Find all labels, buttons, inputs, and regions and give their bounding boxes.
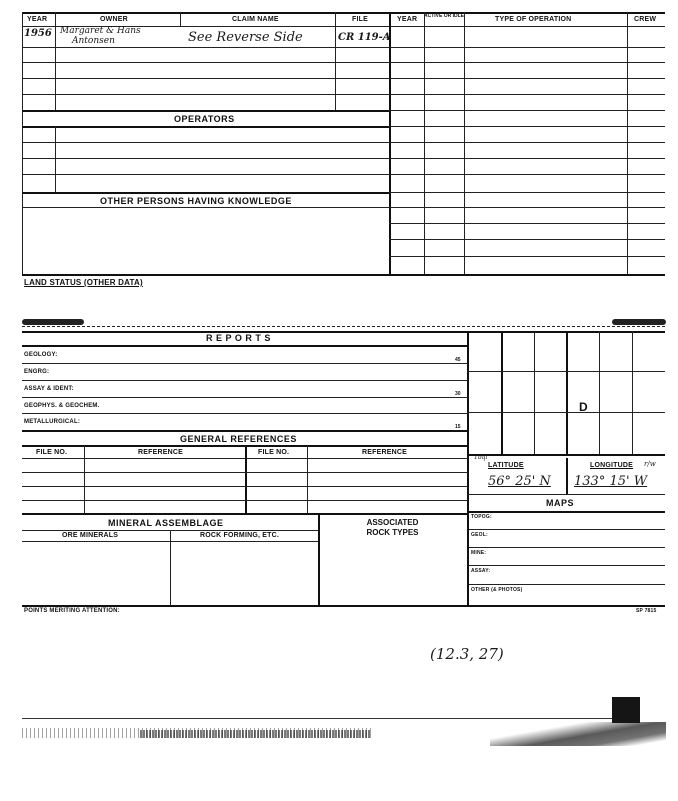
entry-year: 1956 <box>24 28 52 39</box>
entry-owner-line1: Margaret & Hans <box>60 26 141 36</box>
rock-forming-header: ROCK FORMING, ETC. <box>200 532 280 539</box>
associated-line1: ASSOCIATED <box>366 518 419 527</box>
latitude-value: 56° 25' N <box>488 474 551 489</box>
ore-minerals-header: ORE MINERALS <box>62 532 119 539</box>
maps-assay: ASSAY: <box>471 568 491 574</box>
reports-row-metallurgical: METALLURGICAL: <box>24 419 81 425</box>
reports-num-15: 15 <box>455 424 461 430</box>
reports-title: R E P O R T S <box>206 333 271 343</box>
maps-title: MAPS <box>546 498 575 508</box>
reports-row-engrg: ENGRG: <box>24 369 50 375</box>
ref-header-file-no-2: FILE NO. <box>258 449 290 456</box>
points-meriting-label: POINTS MERITING ATTENTION: <box>24 608 120 614</box>
ref-header-reference-2: REFERENCE <box>362 449 407 456</box>
entry-claim-name: See Reverse Side <box>188 30 303 45</box>
reports-num-30: 30 <box>455 391 461 397</box>
mineral-assemblage-title: MINERAL ASSEMBLAGE <box>108 518 224 528</box>
handwritten-note: (12.3, 27) <box>430 645 504 663</box>
other-persons-title: OTHER PERSONS HAVING KNOWLEDGE <box>100 196 292 206</box>
reports-row-geology: GEOLOGY: <box>24 352 58 358</box>
maps-other: OTHER (& PHOTOS) <box>471 587 523 593</box>
maps-mine: MINE: <box>471 550 487 556</box>
longitude-value: 133° 15' W <box>574 474 648 489</box>
form-code: SP 7815 <box>636 608 657 614</box>
longitude-label: LONGITUDE <box>590 462 634 469</box>
land-status-label: LAND STATUS (OTHER DATA) <box>24 278 143 287</box>
ref-header-file-no-1: FILE NO. <box>36 449 68 456</box>
latitude-label: LATITUDE <box>488 462 524 469</box>
entry-owner-line2: Antonsen <box>72 36 115 46</box>
maps-geol: GEOL: <box>471 532 488 538</box>
scan-smear-left <box>22 319 84 325</box>
header-year: YEAR <box>27 16 48 23</box>
lon-note: r/w <box>644 460 656 468</box>
grid-mark: D <box>579 400 588 414</box>
header-file: FILE <box>352 16 368 23</box>
scan-smear-right <box>612 319 666 325</box>
header-claim-name: CLAIM NAME <box>232 16 279 23</box>
header-type-of-operation: TYPE OF OPERATION <box>495 16 572 23</box>
general-references-title: GENERAL REFERENCES <box>180 434 297 444</box>
reports-num-45: 45 <box>455 357 461 363</box>
ref-header-reference-1: REFERENCE <box>138 449 183 456</box>
maps-topog: TOPOG: <box>471 514 492 520</box>
operators-title: OPERATORS <box>174 114 235 124</box>
header-owner: OWNER <box>100 16 128 23</box>
reports-row-geophys: GEOPHYS. & GEOCHEM. <box>24 403 100 409</box>
associated-line2: ROCK TYPES <box>366 528 419 537</box>
reports-row-assay: ASSAY & IDENT: <box>24 386 74 392</box>
header-year-2: YEAR <box>397 16 418 23</box>
header-active-idle: ACTIVE OR IDLE <box>424 13 465 19</box>
entry-file: CR 119-A <box>338 32 391 43</box>
header-crew: CREW <box>634 16 657 23</box>
lat-note: 1bql <box>474 454 488 461</box>
